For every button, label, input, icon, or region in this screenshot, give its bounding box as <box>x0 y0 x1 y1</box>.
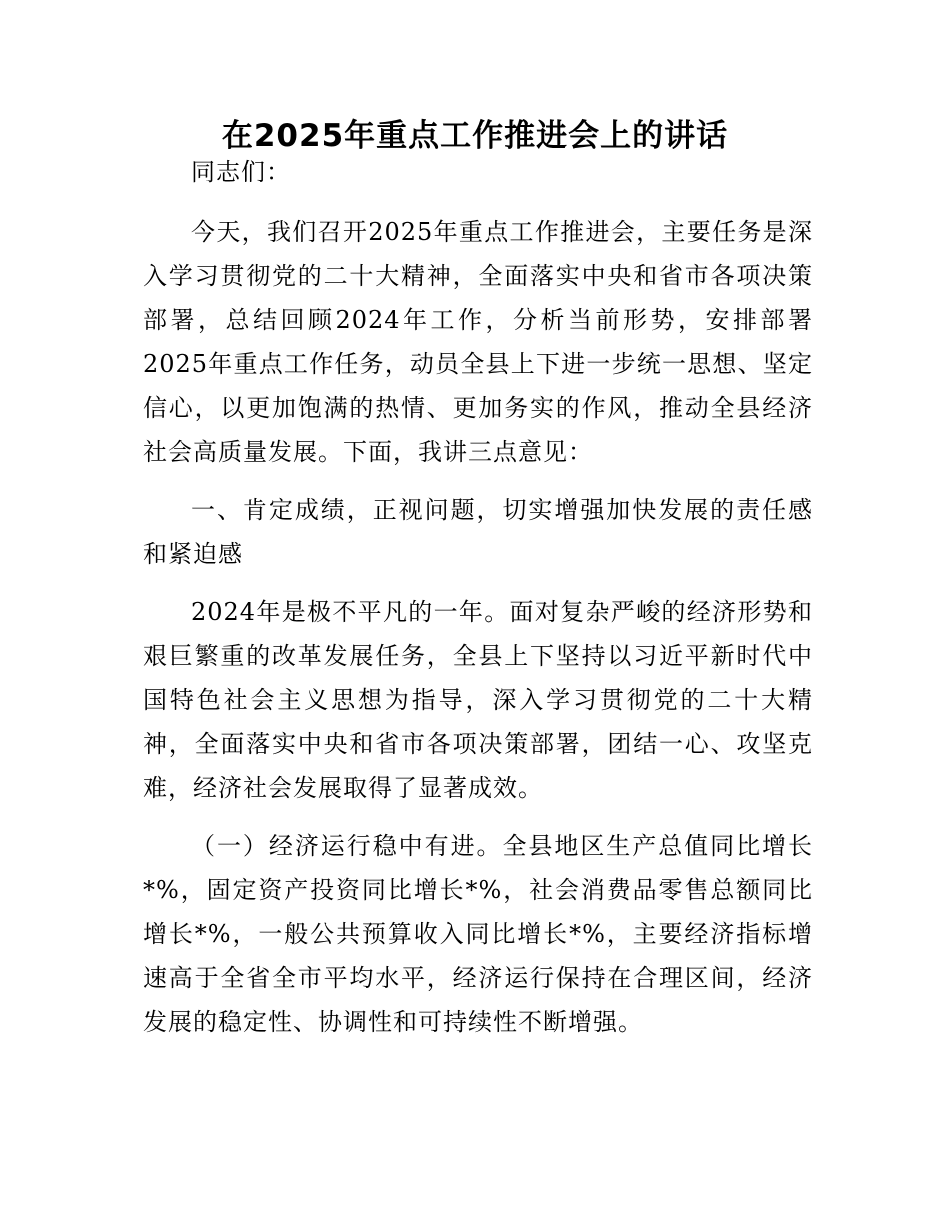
opening-paragraph: 今天，我们召开2025年重点工作推进会，主要任务是深入学习贯彻党的二十大精神，全面落实中央和省市各项决策部署，总结回顾2024年工作，分析当前形势，安排部署2025年重点工作任务，动员全县上下进一步统一思想、坚定信心，以更加饱满的热情、更加务实的作风，推动全县经济社会高质量发展。下面，我讲三点意见： <box>143 218 813 466</box>
section-heading: 一、肯定成绩，正视问题，切实增强加快发展的责任感和紧迫感 <box>143 496 813 568</box>
economy-paragraph: （一）经济运行稳中有进。全县地区生产总值同比增长*%，固定资产投资同比增长*%，社会消费品零售总额同比增长*%，一般公共预算收入同比增长*%，主要经济指标增速高于全省全市平均水平，经济运行保持在合理区间，经济发展的稳定性、协调性和可持续性不断增强。 <box>143 832 813 1036</box>
review-paragraph: 2024年是极不平凡的一年。面对复杂严峻的经济形势和艰巨繁重的改革发展任务，全县上下坚持以习近平新时代中国特色社会主义思想为指导，深入学习贯彻党的二十大精神，全面落实中央和省市各项决策部署，团结一心、攻坚克难，经济社会发展取得了显著成效。 <box>143 598 813 802</box>
document-body <box>143 150 813 1044</box>
page-title: 在2025年重点工作推进会上的讲话 <box>221 118 729 154</box>
salutation-paragraph: 同志们： <box>191 158 291 186</box>
